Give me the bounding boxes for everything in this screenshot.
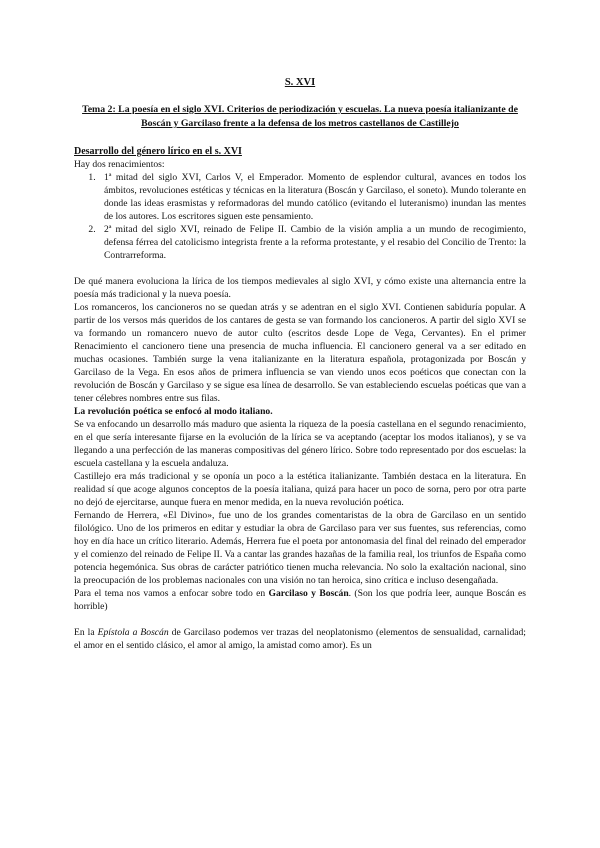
list-item: 2. 2ª mitad del siglo XVI, reinado de Felipe II. Cambio de la visión amplia a un mundo de recogimiento, defensa férrea del catolicismo integrista frente a la reforma protestante, y el resabio del Concilio de Trento: la Contrarreforma. [98,223,526,262]
bold-names: Garcilaso y Boscán [268,588,349,599]
document-body [74,145,526,652]
list-item: 1. 1ª mitad del siglo XVI, Carlos V, el Emperador. Momento de esplendor cultural, avances en todos los ámbitos, revoluciones estéticas y técnicas en la literatura (Boscán y Garcilaso, el soneto). Mundo tolerante en donde las ideas erasmistas y reformadoras del mundo católico (evitando el luteranismo) inundan las mentes de los autores. Los escritores siguen este pensamiento. [98,171,526,223]
document-subtitle: Tema 2: La poesía en el siglo XVI. Criterios de periodización y escuelas. La nueva poesía italianizante de Boscán y Garcilaso frente a la defensa de los metros castellanos de Castillejo [82,104,518,129]
work-title: Epístola a Boscán [97,627,169,638]
paragraph-castillejo: Castillejo era más tradicional y se oponía un poco a la estética italianizante. También destaca en la literatura. En realidad sí que acoge algunos conceptos de la poesía italiana, quizá para hacer un poco de sorna, pero por otra parte no dejó de ejercitarse, aunque fuera en menor medida, en la nueva revolución poética. [74,471,526,508]
paragraph-evolution: De qué manera evoluciona la lírica de los tiempos medievales al siglo XVI, y cómo existe una alternancia entre la poesía más tradicional y la nueva poesía. [74,276,526,300]
renaissance-list [74,171,526,262]
document-title: S. XVI [284,77,316,88]
paragraph-herrera: Fernando de Herrera, «El Divino», fue uno de los grandes comentaristas de la obra de Garcilaso en un sentido filológico. Uno de los primeros en editar y estudiar la obra de Garcilaso para ver sus fuentes, sus referencias, como hoy en día hace un crítico literario. Además, Herrera fue el poeta por antonomasia del final del reinado del emperador y el comienzo del reinado de Felipe II. Va a cantar las grandes hazañas de la familia real, los triunfos de España como potencia hegemónica. Sus obras de carácter patriótico tienen mucha relevancia. No solo la exaltación nacional, sino la preocupación de los problemas nacionales con una visión no tan heroica, sino crítica e incluso desengañada. [74,510,526,586]
paragraph-development: Se va enfocando un desarrollo más maduro que asienta la riqueza de la poesía castellana en el segundo renacimiento, en el que sería interesante fijarse en la evolución de la lírica se va aceptando (aceptar los modos italianos), y se va llegando a una perfección de las maneras compositivas del género lírico. Sobre todo representado por dos escuelas: la escuela castellana y la escuela andaluza. [74,419,526,469]
paragraph-focus: Para el tema nos vamos a enfocar sobre todo en Garcilaso y Boscán. (Son los que podría leer, aunque Boscán es horrible) [74,588,526,612]
section-heading: Desarrollo del género lírico en el s. XVI [74,146,242,157]
subheading-revolution: La revolución poética se enfocó al modo italiano. [74,406,273,417]
intro-line: Hay dos renacimientos: [74,159,165,170]
paragraph-romanceros: Los romanceros, los cancioneros no se quedan atrás y se adentran en el siglo XVI. Contienen sabiduría popular. A partir de los versos más queridos de los cantares de gesta se van formando los cancioneros. A partir del siglo XVI se va formando un romancero nuevo de autor culto (escritos desde Lope de Vega, Cervantes). En el primer Renacimiento el cancionero tiene una presencia de mucha influencia. El cancionero general va a ser editado en muchas ocasiones. También surge la vena italianizante en la literatura española, protagonizada por Boscán y Garcilaso de la Vega. En esos años de primera influencia se van viendo unos ecos poéticos que conectan con la revolución de Boscán y Garcilaso y se sigue esa línea de desarrollo. Se van estableciendo escuelas poéticas que van a tener célebres nombres entre sus filas. [74,302,526,404]
paragraph-epistola: En la Epístola a Boscán de Garcilaso podemos ver trazas del neoplatonismo (elementos de sensualidad, carnalidad; el amor en el sentido clásico, el amor al amigo, la amistad como amor). Es un [74,627,526,651]
